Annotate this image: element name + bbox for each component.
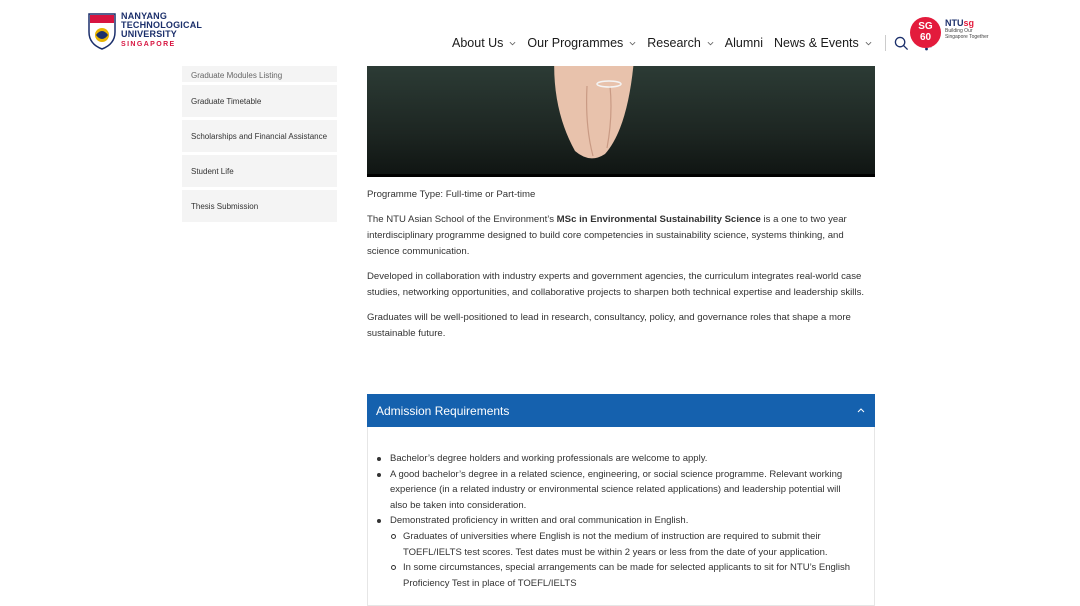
sub-list-item: In some circumstances, special arrangements can be made for selected applicants to sit for NTU’s English Proficiency Test in place of TOEFL/IELTS bbox=[402, 560, 860, 591]
main-nav bbox=[452, 35, 944, 51]
ntusg-tagline: Building Our Singapore Together bbox=[945, 28, 989, 40]
sidebar-item-label: Student Life bbox=[191, 166, 234, 176]
sidebar-item-student-life[interactable] bbox=[182, 155, 337, 187]
chevron-down-icon bbox=[865, 40, 872, 47]
list-item: A good bachelor’s degree in a related science, engineering, or social science programme. Relevant working experience (in a related industry or environmental science related applications) and leadership potential will also be taken into consideration. bbox=[389, 467, 860, 514]
nav-label: About Us bbox=[452, 36, 504, 50]
nav-label: Alumni bbox=[724, 36, 763, 50]
chevron-down-icon bbox=[509, 40, 516, 47]
list-item-text: Demonstrated proficiency in written and oral communication in English. bbox=[390, 515, 689, 527]
programme-name: MSc in Environmental Sustainability Science bbox=[556, 214, 761, 225]
site-header bbox=[0, 0, 1080, 66]
sidebar-item-label: Scholarships and Financial Assistance bbox=[191, 131, 328, 141]
nav-label: Research bbox=[647, 36, 701, 50]
chevron-down-icon bbox=[629, 40, 636, 47]
sg60-line-1: SG bbox=[918, 21, 933, 32]
ntusg-suffix: sg bbox=[963, 18, 975, 28]
logo-line-3: UNIVERSITY bbox=[121, 29, 178, 39]
sidebar-item-label: Graduate Modules Listing bbox=[191, 71, 283, 80]
programme-type: Programme Type: Full-time or Part-time bbox=[367, 189, 536, 200]
logo-text bbox=[121, 12, 202, 49]
intro-post: is a one to two year interdisciplinary programme designed to build core competencies in sustainability science, systems thinking, and science communication. bbox=[367, 214, 847, 257]
nav-alumni[interactable] bbox=[725, 36, 763, 50]
list-item bbox=[389, 513, 860, 591]
sidebar bbox=[182, 42, 337, 225]
nav-our-programmes[interactable] bbox=[527, 36, 636, 50]
list-item: Bachelor’s degree holders and working professionals are welcome to apply. bbox=[389, 451, 860, 467]
logo-line-1: NANYANG bbox=[121, 11, 168, 21]
logo-line-2: TECHNOLOGICAL bbox=[121, 20, 203, 30]
sidebar-item-label: Thesis Submission bbox=[191, 201, 259, 211]
nav-divider bbox=[885, 35, 886, 51]
sg60-badge[interactable] bbox=[910, 17, 941, 48]
sg60-line-2: 60 bbox=[919, 32, 932, 43]
admission-requirements-header[interactable] bbox=[367, 394, 875, 427]
sidebar-item-thesis-submission[interactable] bbox=[182, 190, 337, 222]
ntusg-wordmark bbox=[945, 18, 990, 28]
nav-about-us[interactable] bbox=[452, 36, 516, 50]
chevron-up-icon[interactable] bbox=[857, 407, 865, 413]
sidebar-item-label: Graduate Timetable bbox=[191, 96, 262, 106]
ntu-crest-icon bbox=[87, 12, 117, 50]
sub-list-item: Graduates of universities where English is not the medium of instruction are required to submit their TOEFL/IELTS test scores. Test dates must be within 2 years or less from the date of your application. bbox=[402, 529, 860, 560]
admission-requirements-accordion bbox=[367, 394, 875, 606]
graduates-paragraph: Graduates will be well-positioned to lead in research, consultancy, policy, and governance roles that shape a more sustainable future. bbox=[367, 312, 851, 339]
ntusg-prefix: NTU bbox=[945, 18, 964, 28]
sidebar-item-scholarships[interactable] bbox=[182, 120, 337, 152]
requirements-list bbox=[389, 451, 860, 591]
hand-illustration bbox=[535, 66, 655, 166]
chevron-down-icon bbox=[707, 40, 714, 47]
ntu-logo[interactable] bbox=[87, 12, 202, 50]
nav-label: News & Events bbox=[774, 36, 859, 50]
intro-pre: The NTU Asian School of the Environment’s bbox=[367, 214, 557, 225]
nav-research[interactable] bbox=[647, 36, 714, 50]
hero-image bbox=[367, 66, 875, 177]
search-icon[interactable] bbox=[894, 36, 909, 51]
nav-news-events[interactable] bbox=[774, 36, 872, 50]
programme-description bbox=[367, 187, 867, 351]
curriculum-paragraph: Developed in collaboration with industry experts and government agencies, the curriculum integrates real-world case studies, networking opportunities, and collaborative projects to sharpen both technical expertise and leadership skills. bbox=[367, 271, 865, 298]
admission-requirements-body bbox=[368, 427, 874, 591]
sub-requirements-list bbox=[390, 529, 860, 591]
hero-bottom-bar bbox=[367, 174, 875, 177]
accordion-title: Admission Requirements bbox=[376, 403, 510, 418]
nav-label: Our Programmes bbox=[527, 36, 624, 50]
sidebar-item-graduate-timetable[interactable] bbox=[182, 85, 337, 117]
intro-paragraph bbox=[367, 212, 867, 260]
ntusg-brand[interactable] bbox=[945, 18, 990, 40]
logo-line-4: SINGAPORE bbox=[121, 41, 176, 48]
